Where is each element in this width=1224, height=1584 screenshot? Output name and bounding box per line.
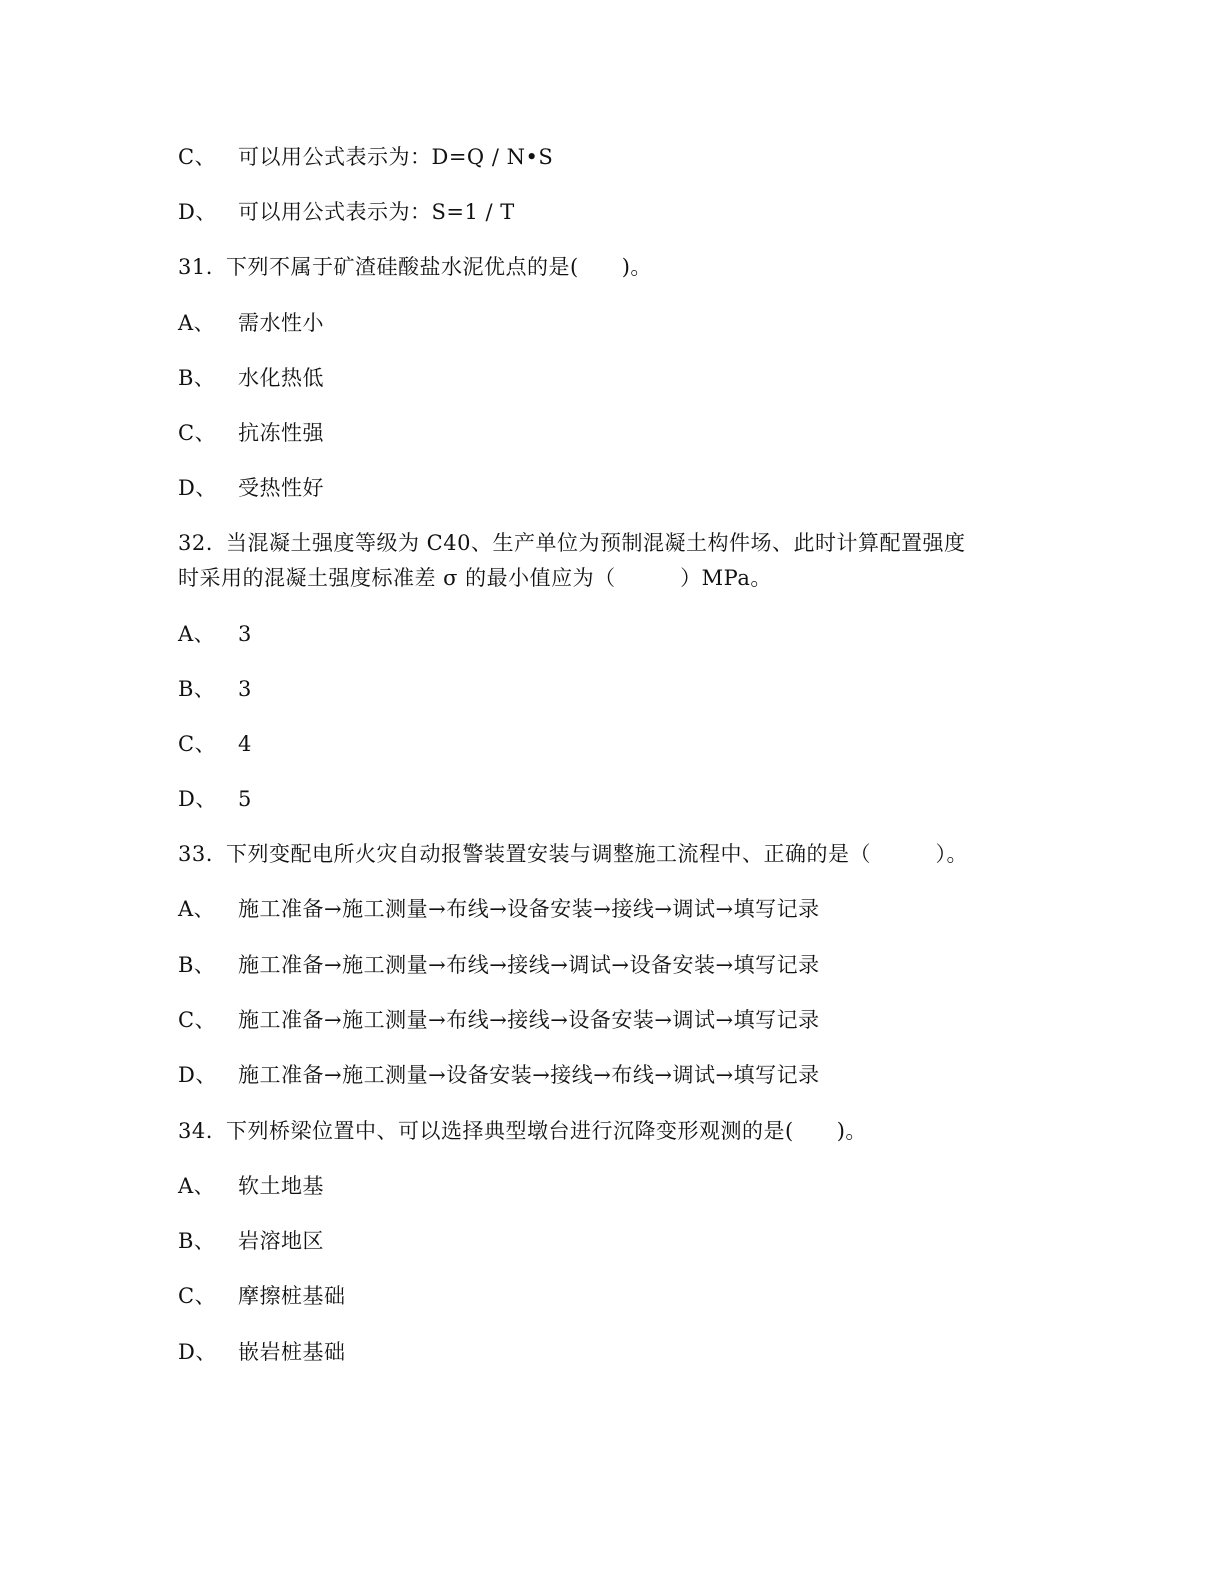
q32-option-a — [178, 620, 252, 648]
option-letter: A、 — [178, 897, 216, 921]
option-letter: D、 — [178, 1063, 217, 1087]
option-text: 水化热低 — [238, 366, 324, 390]
option-text: 施工准备→施工测量→布线→接线→调试→设备安装→填写记录 — [238, 953, 820, 977]
q31-option-b — [178, 364, 324, 392]
q32-option-b — [178, 675, 252, 703]
question-number: 32. — [178, 531, 213, 555]
option-text: 摩擦桩基础 — [238, 1284, 346, 1308]
option-letter: D、 — [178, 787, 217, 811]
option-text: 岩溶地区 — [238, 1229, 324, 1253]
question-32-continuation — [178, 564, 772, 592]
option-text: 施工准备→施工测量→设备安装→接线→布线→调试→填写记录 — [238, 1063, 820, 1087]
q32-option-d — [178, 785, 252, 813]
q34-option-b — [178, 1227, 324, 1255]
q33-option-d — [178, 1061, 820, 1089]
option-letter: A、 — [178, 1174, 216, 1198]
option-text: 施工准备→施工测量→布线→接线→设备安装→调试→填写记录 — [238, 1008, 820, 1032]
option-text: 施工准备→施工测量→布线→设备安装→接线→调试→填写记录 — [238, 897, 820, 921]
q31-option-a — [178, 309, 324, 337]
question-text: 下列桥梁位置中、可以选择典型墩台进行沉降变形观测的是( )。 — [226, 1119, 867, 1143]
q34-option-a — [178, 1172, 324, 1200]
option-text: 受热性好 — [238, 476, 324, 500]
option-text: 3 — [238, 677, 252, 701]
option-letter: A、 — [178, 311, 216, 335]
option-letter: A、 — [178, 622, 216, 646]
question-text: 当混凝土强度等级为 C40、生产单位为预制混凝土构件场、此时计算配置强度 — [226, 531, 966, 555]
q30-option-c — [178, 143, 553, 171]
q34-option-d — [178, 1338, 346, 1366]
option-letter: C、 — [178, 1008, 217, 1032]
option-text: 软土地基 — [238, 1174, 324, 1198]
option-letter: C、 — [178, 421, 217, 445]
q33-option-c — [178, 1006, 820, 1034]
option-letter: B、 — [178, 366, 216, 390]
option-letter: C、 — [178, 732, 217, 756]
question-number: 33. — [178, 842, 213, 866]
option-text: 5 — [238, 787, 252, 811]
option-letter: C、 — [178, 1284, 217, 1308]
question-text: 时采用的混凝土强度标准差 σ 的最小值应为（ ）MPa。 — [178, 566, 772, 590]
question-number: 31. — [178, 255, 213, 279]
option-letter: B、 — [178, 677, 216, 701]
question-32 — [178, 529, 965, 557]
option-letter: C、 — [178, 145, 217, 169]
question-number: 34. — [178, 1119, 213, 1143]
option-letter: D、 — [178, 476, 217, 500]
q33-option-a — [178, 895, 820, 923]
q34-option-c — [178, 1282, 346, 1310]
option-text: 需水性小 — [238, 311, 324, 335]
option-text: 嵌岩桩基础 — [238, 1340, 346, 1364]
q32-option-c — [178, 730, 252, 758]
option-letter: D、 — [178, 1340, 217, 1364]
option-text: 抗冻性强 — [238, 421, 324, 445]
q30-option-d — [178, 198, 515, 226]
option-text: 4 — [238, 732, 252, 756]
option-text: 3 — [238, 622, 252, 646]
option-letter: D、 — [178, 200, 217, 224]
question-31 — [178, 253, 652, 281]
q31-option-c — [178, 419, 324, 447]
q31-option-d — [178, 474, 324, 502]
option-text: 可以用公式表示为：S=1 / T — [238, 200, 515, 224]
option-text: 可以用公式表示为：D=Q / N•S — [238, 145, 554, 169]
question-text: 下列不属于矿渣硅酸盐水泥优点的是( )。 — [226, 255, 652, 279]
option-letter: B、 — [178, 1229, 216, 1253]
option-letter: B、 — [178, 953, 216, 977]
question-34 — [178, 1117, 867, 1145]
q33-option-b — [178, 951, 820, 979]
question-text: 下列变配电所火灾自动报警装置安装与调整施工流程中、正确的是（ ）。 — [226, 842, 968, 866]
question-33 — [178, 840, 968, 868]
